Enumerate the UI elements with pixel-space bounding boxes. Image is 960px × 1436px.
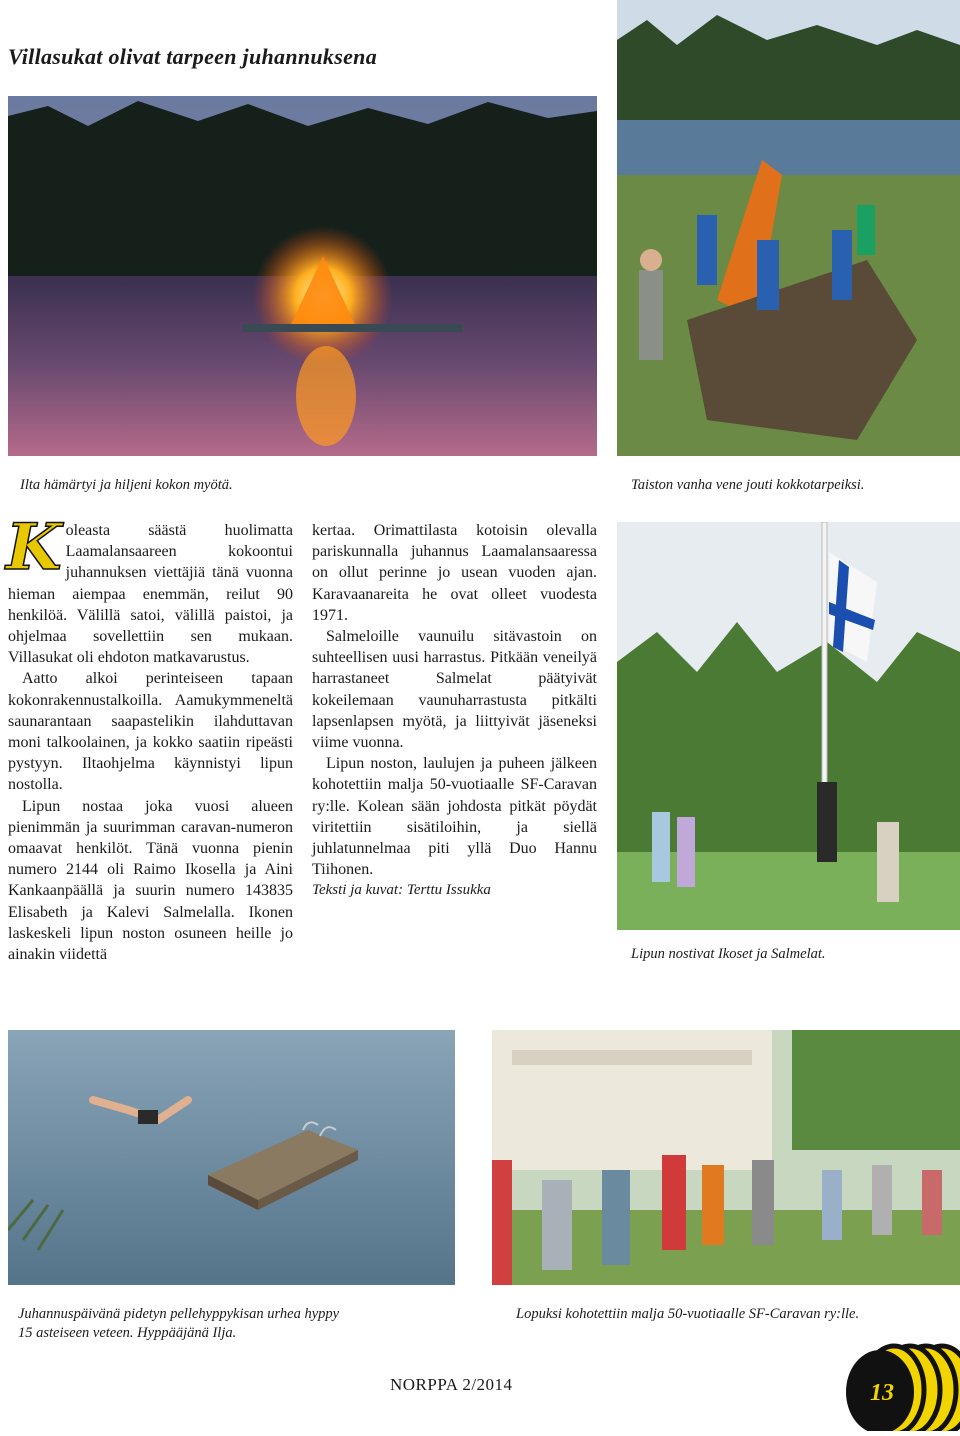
toast-photo bbox=[492, 1030, 960, 1285]
boat-photo bbox=[617, 0, 960, 456]
article-paragraph: Salmeloille vaunuilu sitävastoin on suhteellisen uusi harrastus. Pitkään veneilyä harrastaneet Salmelat päätyivät kokeilemaan vaunuharrastusta pitkälti lapsenlapsen myötä, ja liittyivät jäseneksi viime vuonna. bbox=[312, 628, 597, 752]
article-column-2 bbox=[312, 520, 597, 902]
dive-caption-line: 15 asteiseen veteen. Hyppääjänä Ilja. bbox=[18, 1325, 237, 1341]
page-number: 13 bbox=[870, 1380, 894, 1406]
flag-caption: Lipun nostivat Ikoset ja Salmelat. bbox=[631, 946, 826, 962]
article-paragraph: oleasta säästä huolimatta Laamalansaareen kokoontui juhannuksen viettäjiä tänä vuonna hieman aiempaa enemmän, reilut 90 henkilöä. Välillä satoi, välillä paistoi, ja ohjelmaa sovellettiin sen mukaan. Villasukat oli ehdoton matkavarustus. bbox=[8, 522, 293, 667]
article-paragraph: kertaa. Orimattilasta kotoisin olevalla pariskunnalla juhannus Laamalansaaressa on ollut perinne jo usean vuoden ajan. Karavaanareita he ovat olleet vuodesta 1971. bbox=[312, 522, 597, 624]
page-number-badge bbox=[830, 1340, 960, 1431]
article-paragraph: Lipun nostaa joka vuosi alueen pienimmän ja suurimman caravan-numeron omaavat henkilöt. Tänä vuonna pienin numero 2144 oli Raimo Ikosella ja Aini Kankaanpäällä ja suurin numero 143835 Elisabeth ja Kalevi Salmelalla. Ikonen laskeskeli lipun noston osuneen heille jo ainakin viidettä bbox=[8, 797, 293, 964]
article-column-1 bbox=[6, 510, 293, 965]
flag-photo bbox=[617, 522, 960, 930]
article-paragraph: Lipun noston, laulujen ja puheen jälkeen kohotettiin malja 50-vuotiaalle SF-Caravan ry:lle. Kolean sään johdosta pitkät pöydät viritettiin sisätiloihin, ja siellä juhlatunnelmaa piti yllä Duo Hannu Tiihonen. bbox=[312, 755, 597, 879]
bonfire-caption: Ilta hämärtyi ja hiljeni kokon myötä. bbox=[20, 477, 233, 493]
photo-credit: Teksti ja kuvat: Terttu Issukka bbox=[312, 882, 491, 899]
dive-caption bbox=[18, 1305, 339, 1343]
drop-cap: K bbox=[6, 510, 62, 585]
bonfire-photo bbox=[8, 96, 597, 456]
toast-caption: Lopuksi kohotettiin malja 50-vuotiaalle SF-Caravan ry:lle. bbox=[516, 1306, 860, 1322]
dive-photo bbox=[8, 1030, 455, 1285]
article-paragraph: Aatto alkoi perinteiseen tapaan kokonrakennustalkoilla. Aamukymmeneltä saunarantaan saapastelikin ilahduttavan moni talkoolainen, ja kokko saatiin ripeästi pystyyn. Iltaohjelma käynnistyi lipun nostolla. bbox=[8, 670, 293, 794]
page-headline: Villasukat olivat tarpeen juhannuksena bbox=[8, 44, 377, 69]
magazine-issue: NORPPA 2/2014 bbox=[390, 1375, 513, 1394]
boat-caption: Taiston vanha vene jouti kokkotarpeiksi. bbox=[631, 477, 865, 493]
dive-caption-line: Juhannuspäivänä pidetyn pellehyppykisan urhea hyppy bbox=[18, 1306, 340, 1322]
